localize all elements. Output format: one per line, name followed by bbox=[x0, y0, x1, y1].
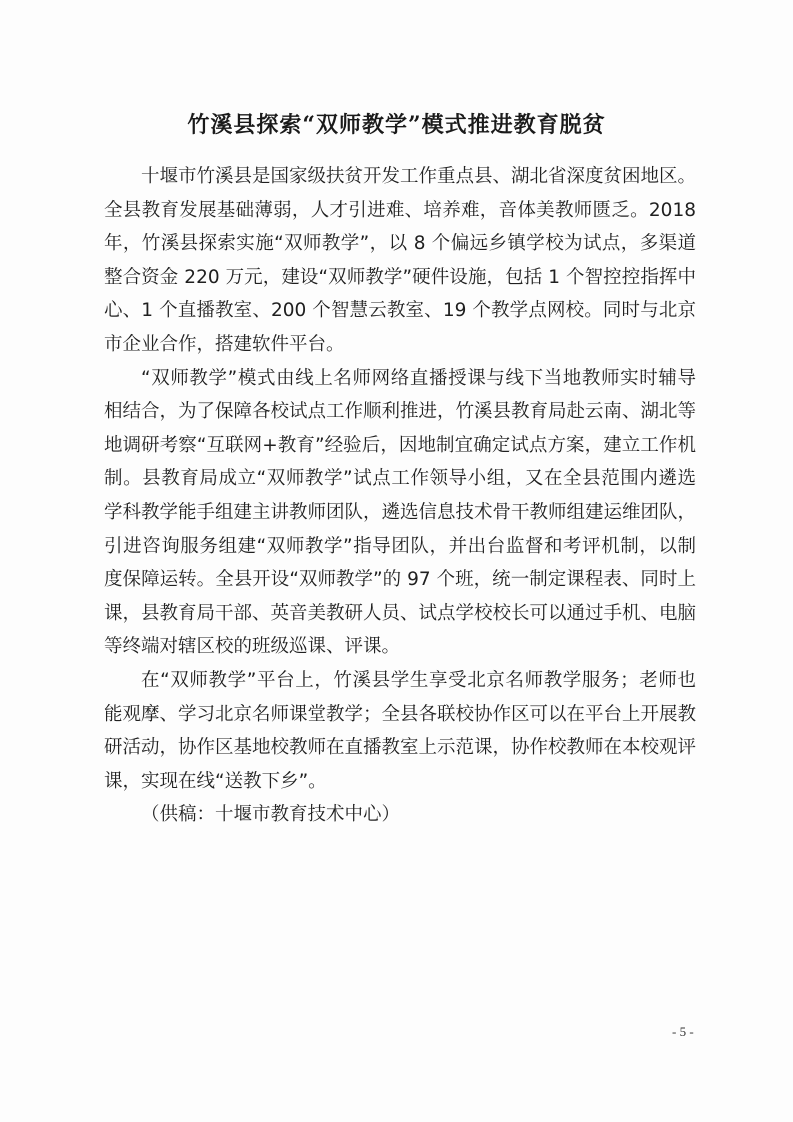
paragraph-1: 十堰市竹溪县是国家级扶贫开发工作重点县、湖北省深度贫困地区。全县教育发展基础薄弱，人才引进难、培养难，音体美教师匮乏。2018 年，竹溪县探索实施“双师教学”，以 8 个偏远乡镇学校为试点，多渠道整合资金 220 万元，建设“双师教学”硬件设施，包括 1 个智控控指挥中心、1 个直播教室、200 个智慧云教室、19 个教学点网校。同时与北京市企业合作，搭建软件平台。 bbox=[104, 166, 697, 355]
paragraph-3: 在“双师教学”平台上，竹溪县学生享受北京名师教学服务；老师也能观摩、学习北京名师课堂教学；全县各联校协作区可以在平台上开展教研活动，协作区基地校教师在直播教室上示范课，协作校教师在本校观评课，实现在线“送教下乡”。 bbox=[104, 669, 697, 792]
paragraph-2: “双师教学”模式由线上名师网络直播授课与线下当地教师实时辅导相结合，为了保障各校试点工作顺利推进，竹溪县教育局赴云南、湖北等地调研考察“互联网+教育”经验后，因地制宜确定试点方案，建立工作机制。县教育局成立“双师教学”试点工作领导小组，又在全县范围内遴选学科教学能手组建主讲教师团队，遴选信息技术骨干教师组建运维团队，引进咨询服务组建“双师教学”指导团队，并出台监督和考评机制，以制度保障运转。全县开设“双师教学”的 97 个班，统一制定课程表、同时上课，县教育局干部、英音美教研人员、试点学校校长可以通过手机、电脑等终端对辖区校的班级巡课、评课。 bbox=[104, 367, 697, 658]
page-number: - 5 - bbox=[672, 1024, 694, 1039]
document-title: 竹溪县探索“双师教学”模式推进教育脱贫 bbox=[187, 112, 606, 138]
source-credit: （供稿：十堰市教育技术中心） bbox=[141, 804, 401, 826]
document-body bbox=[104, 160, 696, 832]
